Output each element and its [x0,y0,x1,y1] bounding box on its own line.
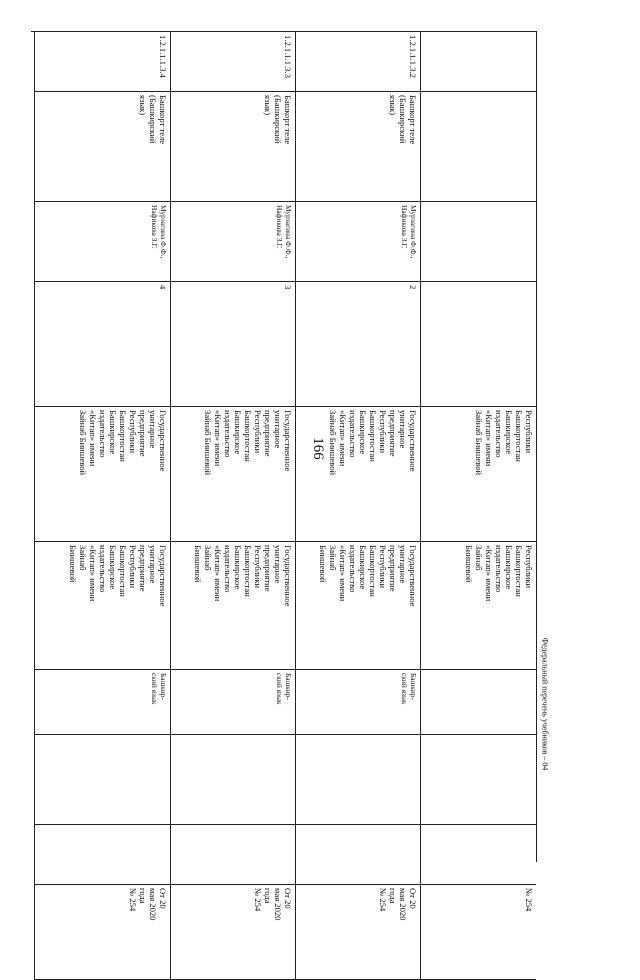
cell-code [420,32,536,92]
cell-authors: Мурзагина Ф.Ф., Нафикова З.Г. [295,202,420,282]
cell-grade [420,282,536,407]
cell-publisher: Государственное унитарное предприятие Республики Башкортостан Башкирское издательство «Китап» имени Зайнаб Биишевой [170,407,295,542]
cell-title: Башкорт теле (Башкирский язык) [34,92,170,202]
footer-caption: Федеральный перечень учебников – 04 [540,637,550,771]
cell-code: 1.2.1.1.1.3.4 [34,32,170,92]
page-number: 166 [309,437,326,460]
cell-publisher-full: Республики Башкортостан Башкирское издательство «Китап» имени Зайнаб Биишевой [420,542,536,670]
cell-code: 1.2.1.1.1.3.3 [170,32,295,92]
cell-language: Башкир- ский язык [295,670,420,735]
cell-language [420,670,536,735]
cell-col9 [170,825,295,885]
cell-col9 [420,825,536,885]
textbook-table-frame [32,31,537,921]
cell-col8 [295,735,420,825]
cell-publisher: Республики Башкортостан Башкирское издательство «Китап» имени Зайнаб Биишевой [420,407,536,542]
cell-language: Башкир- ский язык [170,670,295,735]
cell-language: Башкир- ский язык [34,670,170,735]
cell-title: Башкорт теле (Башкирский язык) [295,92,420,202]
cell-col8 [170,735,295,825]
cell-order: От 20 мая 2020 года № 254 [170,885,295,980]
cell-col9 [295,825,420,885]
cell-grade: 3 [170,282,295,407]
textbook-table [31,31,537,921]
cell-grade: 2 [295,282,420,407]
cell-authors [420,202,536,282]
cell-publisher-full: Государственное унитарное предприятие Республики Башкортостан Башкирское издательство «Китап» имени Зайнаб Биишевой [170,542,295,670]
cell-publisher: Государственное унитарное предприятие Республики Башкортостан Башкирское издательство «Китап» имени Зайнаб Биишевой [34,407,170,542]
cell-code: 1.2.1.1.1.3.2 [295,32,420,92]
cell-order: От 20 мая 2020 года № 254 [295,885,420,980]
cell-order: От 20 мая 2020 года № 254 [34,885,170,980]
cell-authors: Мурзагина Ф.Ф., Нафикова З.Г. [170,202,295,282]
cell-publisher-full: Государственное унитарное предприятие Республики Башкортостан Башкирское издательство «Китап» имени Зайнаб Биишевой [295,542,420,670]
cell-col8 [420,735,536,825]
cell-authors: Мурзагина Ф.Ф., Нафикова З.Г. [34,202,170,282]
cell-grade: 4 [34,282,170,407]
cell-col9 [34,825,170,885]
cell-col8 [34,735,170,825]
cell-publisher: Государственное унитарное предприятие Республики Башкортостан Башкирское издательство «Китап» имени Зайнаб Биишевой [295,407,420,542]
cell-order: № 254 [420,885,536,980]
cell-title: Башкорт теле (Башкирский язык) [170,92,295,202]
cell-publisher-full: Государственное унитарное предприятие Республики Башкортостан Башкирское издательство «Китап» имени Зайнаб Биишевой [34,542,170,670]
cell-title [420,92,536,202]
